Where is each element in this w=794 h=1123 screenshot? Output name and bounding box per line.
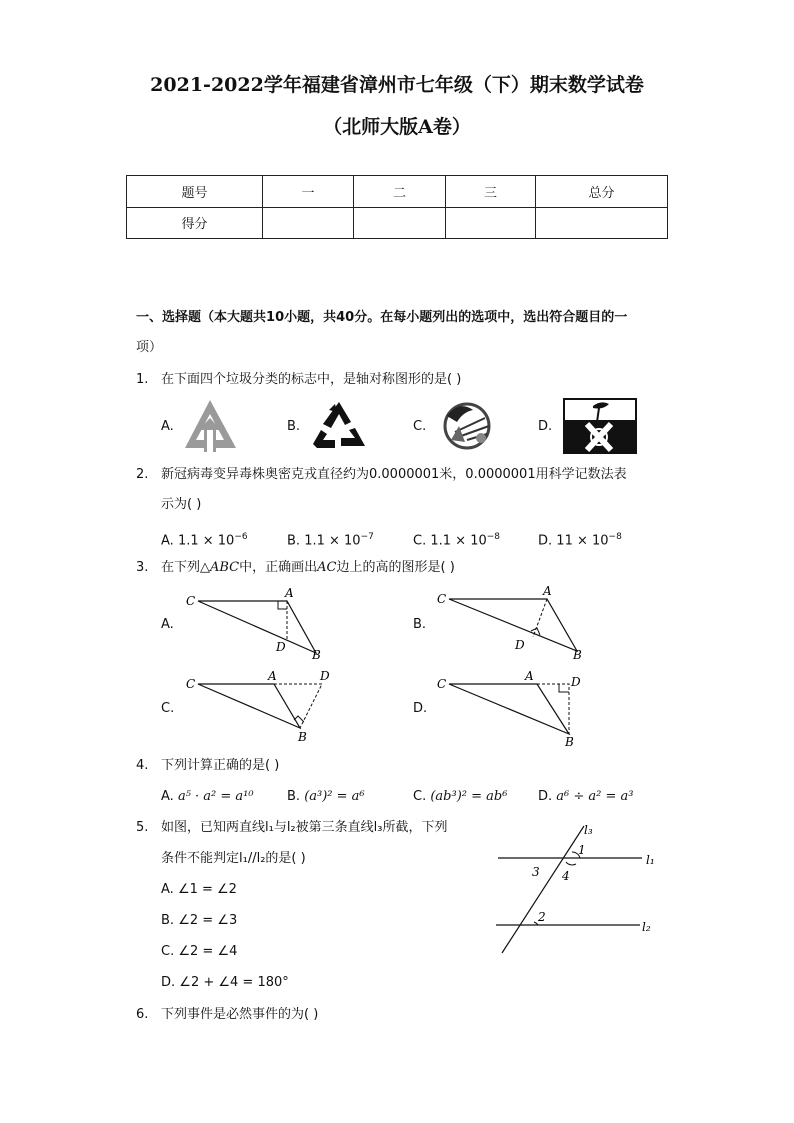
- point-label: B: [312, 648, 321, 662]
- point-label: D: [571, 675, 581, 689]
- q3-text-part: 边上的高的图形是( ): [336, 560, 455, 575]
- option-exponent: −6: [234, 532, 248, 542]
- q4-option-a[interactable]: [161, 788, 254, 806]
- point-label: A: [268, 669, 277, 683]
- option-label: A.: [161, 789, 174, 804]
- point-label: A: [525, 669, 534, 683]
- point-label: B: [298, 730, 307, 744]
- point-label: C: [437, 592, 447, 606]
- q4-number: 4.: [136, 758, 149, 773]
- q1-option-b-label[interactable]: B.: [287, 419, 301, 434]
- q6-number: 6.: [136, 1007, 149, 1022]
- q4-text: 下列计算正确的是( ): [161, 758, 280, 773]
- point-label: B: [573, 648, 582, 662]
- q3-option-d-label[interactable]: D.: [413, 701, 428, 716]
- score-table-score-row: [127, 207, 668, 239]
- score-header-cell: 总分: [536, 176, 668, 208]
- q3-triangle-name: ABC: [210, 560, 240, 575]
- option-coef: 1.1 × 10: [430, 533, 487, 549]
- exam-title: 2021-2022学年福建省漳州市七年级（下）期末数学试卷: [150, 74, 644, 96]
- option-expression: ∠2 = ∠3: [178, 913, 238, 928]
- angle-label: 2: [538, 910, 546, 924]
- q2-text-cont: 示为( ): [161, 497, 202, 512]
- q5-option-a[interactable]: [161, 881, 237, 899]
- option-exponent: −8: [486, 532, 501, 542]
- q6-text: 下列事件是必然事件的为( ): [161, 1007, 319, 1022]
- option-expression: a⁵ · a² = a¹⁰: [177, 789, 254, 804]
- score-table: [126, 175, 668, 239]
- option-label: C.: [413, 533, 427, 549]
- score-cell: [263, 207, 354, 239]
- q2-option-d[interactable]: [538, 528, 622, 550]
- option-exponent: −8: [608, 532, 622, 542]
- line-label: l₃: [584, 823, 593, 837]
- section-prefix: 一、: [136, 310, 163, 325]
- q5-option-b[interactable]: [161, 912, 237, 930]
- score-header-cell: 题号: [127, 176, 263, 208]
- recyclable-icon: [311, 400, 367, 452]
- q3-side-name: AC: [317, 560, 337, 575]
- q3-figure-d: [433, 668, 593, 748]
- option-expression: a⁶ ÷ a² = a³: [556, 789, 634, 804]
- score-header-cell: 三: [446, 176, 536, 208]
- option-expression: ∠2 = ∠4: [178, 944, 238, 959]
- option-label: C.: [161, 944, 175, 959]
- other-waste-icon: [563, 398, 637, 454]
- hazardous-waste-icon: [183, 398, 238, 454]
- option-expression: ∠1 = ∠2: [177, 882, 237, 897]
- angle-label: 3: [532, 865, 540, 879]
- point-label: D: [515, 638, 525, 652]
- option-coef: 11 × 10: [556, 533, 609, 549]
- angle-label: 1: [578, 843, 586, 857]
- option-coef: 1.1 × 10: [177, 533, 235, 549]
- option-label: D.: [538, 533, 553, 549]
- q3-figure-a: [182, 585, 332, 665]
- q3-text-part: 中，正确画出: [239, 560, 318, 575]
- q4-option-b[interactable]: [287, 788, 365, 806]
- kitchen-waste-icon: [437, 396, 497, 452]
- point-label: A: [285, 586, 294, 600]
- angle-label: 4: [562, 869, 570, 883]
- option-exponent: −7: [360, 532, 374, 542]
- q5-text: 如图，已知两直线l₁与l₂被第三条直线l₃所截，下列: [161, 820, 448, 835]
- score-cell: [446, 207, 536, 239]
- q5-number: 5.: [136, 820, 149, 835]
- section-desc-cont: 项）: [136, 340, 163, 355]
- option-label: D.: [161, 975, 176, 990]
- section-desc: （本大题共10小题，共40分。在每小题列出的选项中，选出符合题目的一: [201, 310, 628, 325]
- q4-option-c[interactable]: [413, 788, 507, 806]
- section-name: 选择题: [162, 310, 202, 325]
- score-table-header-row: [127, 176, 668, 208]
- q1-option-d-label[interactable]: D.: [538, 419, 553, 434]
- q3-option-b-label[interactable]: B.: [413, 617, 427, 632]
- q3-option-a-label[interactable]: A.: [161, 617, 174, 632]
- option-label: B.: [161, 913, 175, 928]
- q4-option-d[interactable]: [538, 788, 634, 806]
- option-label: B.: [287, 533, 301, 549]
- q1-option-a-label[interactable]: A.: [161, 419, 174, 434]
- q3-text-part: 在下列△: [161, 560, 210, 575]
- option-label: C.: [413, 789, 427, 804]
- score-cell: [354, 207, 446, 239]
- score-row-label: 得分: [127, 207, 263, 239]
- q5-figure: [490, 818, 670, 958]
- point-label: C: [186, 594, 196, 608]
- option-coef: 1.1 × 10: [304, 533, 361, 549]
- point-label: D: [276, 640, 286, 654]
- line-label: l₁: [646, 853, 655, 867]
- q3-text: [161, 559, 455, 577]
- q2-number: 2.: [136, 467, 149, 482]
- q3-option-c-label[interactable]: C.: [161, 701, 175, 716]
- q3-figure-b: [433, 585, 593, 665]
- score-header-cell: 二: [354, 176, 446, 208]
- option-expression: (ab³)² = ab⁶: [430, 789, 508, 804]
- score-cell: [536, 207, 668, 239]
- exam-subtitle: （北师大版A卷）: [323, 116, 471, 138]
- point-label: C: [186, 677, 196, 691]
- q1-number: 1.: [136, 372, 149, 387]
- q2-option-b[interactable]: [287, 528, 374, 550]
- section-heading: [136, 309, 627, 327]
- point-label: A: [543, 585, 552, 598]
- q2-option-c[interactable]: [413, 528, 500, 550]
- q1-text: 在下面四个垃圾分类的标志中，是轴对称图形的是( ): [161, 372, 462, 387]
- q3-number: 3.: [136, 560, 149, 575]
- option-expression: ∠2 + ∠4 = 180°: [179, 975, 289, 990]
- option-label: D.: [538, 789, 553, 804]
- point-label: D: [320, 669, 330, 683]
- q3-figure-c: [182, 668, 342, 748]
- q5-option-d[interactable]: [161, 974, 289, 992]
- option-label: B.: [287, 789, 301, 804]
- q1-option-c-label[interactable]: C.: [413, 419, 427, 434]
- line-label: l₂: [642, 920, 651, 934]
- option-expression: (a³)² = a⁶: [304, 789, 365, 804]
- q2-text: 新冠病毒变异毒株奥密克戎直径约为0.0000001米，0.0000001用科学记数法表: [161, 467, 627, 482]
- q5-text-cont: 条件不能判定l₁//l₂的是( ): [161, 851, 306, 866]
- option-label: A.: [161, 533, 174, 549]
- q5-option-c[interactable]: [161, 943, 237, 961]
- q2-option-a[interactable]: [161, 528, 248, 550]
- point-label: B: [565, 735, 574, 748]
- score-header-cell: 一: [263, 176, 354, 208]
- point-label: C: [437, 677, 447, 691]
- option-label: A.: [161, 882, 174, 897]
